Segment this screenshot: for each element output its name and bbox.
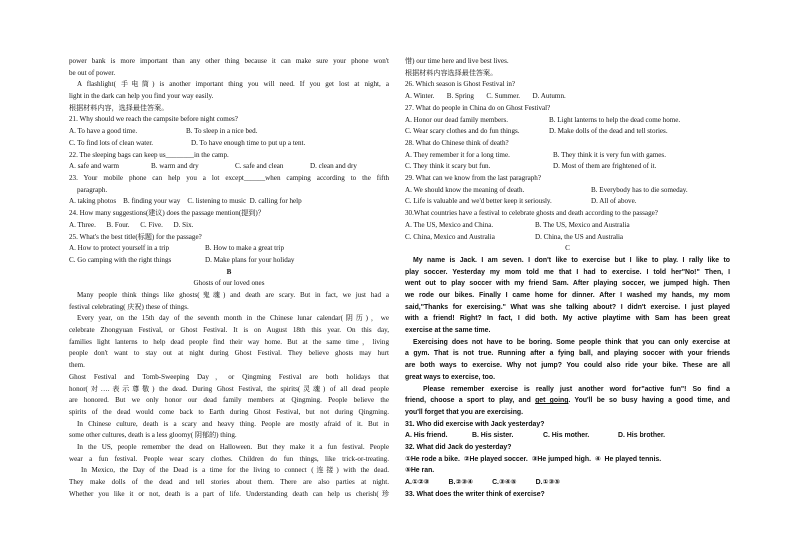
- option: C. safe and clean: [235, 162, 284, 171]
- question-22: 22. The sleeping bags can keep us________in the camp.: [69, 150, 229, 159]
- text-line: be out of power.: [69, 68, 116, 77]
- option: D. China, the US and Australia: [535, 232, 624, 241]
- option: D. Make plans for your holiday: [205, 255, 295, 264]
- text-line: great ways to exercise, too.: [405, 373, 495, 381]
- question-29: 29. What can we know from the last paragraph?: [405, 174, 541, 183]
- instruction: 根据材料内容，选择最佳答案。: [69, 103, 169, 112]
- text-line: exercise at the same time.: [405, 327, 491, 335]
- text-line: are both ways to exercise. Why not jump? You could also ride your bike. These are all: [405, 362, 730, 370]
- text-line: In Chinese culture, death is a scary and heavy thing. People are mostly afraid of it. But in: [77, 419, 389, 428]
- text-line: we rode our bikes. Finally I came home for dinner. After I washed my hands, my mom: [405, 292, 730, 300]
- question-31: 31. Who did exercise with Jack yesterday?: [405, 420, 545, 428]
- text-line: with a friend! Right? In fact, I did both. My active playtime with Sam has been great: [405, 315, 730, 323]
- question-23: 23. Your mobile phone can help you a lot except______when camping according to the fifth: [69, 174, 389, 182]
- text-line: people don't want to stay out at night during Ghost Festival. They believe ghosts may hurt: [69, 349, 389, 358]
- text-line: them.: [69, 361, 85, 370]
- text-span: friend, choose a sport to play, and: [405, 397, 536, 405]
- text-line: Many people think things like ghosts(鬼魂) and death are scary. But in fact, we just had a: [77, 291, 389, 300]
- option: A. They remember it for a long time.: [405, 150, 510, 159]
- text-line: celebrate Zhongyuan Festival, or Ghost Festival. It is on August 18th this year. On this day,: [69, 326, 389, 335]
- text-line: Ghost Festival and Tomb-Sweeping Day，or Qingming Festival are both holidays that: [69, 372, 389, 381]
- text-line: some other cultures, death is a less gloomy( 阴郁的) thing.: [69, 431, 237, 440]
- option: A. How to protect yourself in a trip: [69, 244, 170, 253]
- question-25: 25. What's the best title(标题) for the passage?: [69, 232, 202, 241]
- instruction: 根据材料内容选择最佳答案。: [405, 68, 498, 77]
- question-33: 33. What does the writer think of exercise?: [405, 490, 545, 498]
- right-column: [405, 56, 730, 501]
- option: C. His mother.: [543, 432, 590, 440]
- option: B. The US, Mexico and Australia: [535, 220, 630, 229]
- text-line: [405, 395, 730, 407]
- text-span: . You'll be so busy having a good time, and: [568, 397, 730, 405]
- statement-list: ⑤He ran.: [405, 467, 435, 475]
- text-line: wear a fun festival. People wear scary clothes. Children do fun things, like trick-or-treating.: [69, 454, 389, 463]
- section-heading: C: [565, 244, 570, 253]
- option: D. His brother.: [618, 432, 666, 440]
- text-line: My name is Jack. I am seven. I don't like to exercise but I like to play. I rally like to: [413, 256, 730, 264]
- question-30: 30.What countries have a festival to celebrate ghosts and death according to the passage?: [405, 209, 658, 218]
- option: C. Life is valuable and we'd better keep it seriously.: [405, 197, 552, 206]
- option: A. safe and warm: [69, 162, 120, 171]
- text-line: spirits of the dead would come back to Earth during Ghost Festival, but not during Qingming.: [69, 407, 389, 416]
- question-21: 21. Why should we reach the campsite before night comes?: [69, 115, 238, 124]
- text-line: a gym. That is not true. Running after a fying ball, and playing soccer with your friends: [405, 350, 730, 358]
- question-27: 27. What do people in China do on Ghost Festival?: [405, 103, 551, 112]
- text-line: said,"Thanks for exercising." What was she talking about? I didn't exercise. I just played: [405, 303, 730, 311]
- text-line: paragraph.: [77, 185, 108, 194]
- left-column: [69, 56, 389, 500]
- text-line: honor(对….表示尊敬) the dead. During Ghost Festival, the spirits(灵魂) of all dead people: [69, 384, 389, 393]
- option: A. His friend.: [405, 432, 448, 440]
- text-line: A flashlight( 手电筒) is another important thing you will need. If you get lost at night, a: [77, 80, 389, 89]
- text-line: festival celebrating( 庆祝) these of things.: [69, 302, 189, 311]
- option: B. To sleep in a nice bed.: [186, 127, 258, 136]
- text-line: In the US, people remember the dead on Halloween. But they make it a fun festival. People: [77, 443, 389, 451]
- option: B. His sister.: [472, 432, 514, 440]
- text-line: Exercising does not have to be boring. Some people think that you can only exercise at: [413, 338, 730, 346]
- option: A. The US, Mexico and China.: [405, 220, 494, 229]
- option: A. We should know the meaning of death.: [405, 185, 525, 194]
- passage-title: Ghosts of our loved ones: [193, 279, 265, 288]
- options: A. Winter. B. Spring C. Summer. D. Autumn.: [405, 92, 566, 101]
- option: A. Honor our dead family members.: [405, 115, 509, 124]
- option: C. Wear scary clothes and do fun things.: [405, 127, 520, 136]
- option: A. To have a good time.: [69, 127, 138, 136]
- text-line: play soccer. Yesterday my mom told me that I had to exercise. I told her"No!" Then, I: [405, 268, 730, 276]
- option: D. clean and dry: [310, 162, 357, 171]
- option: B. How to make a great trip: [205, 244, 284, 253]
- options: A.①②③ B.②③④ C.③④⑤ D.①③⑤: [405, 479, 561, 487]
- text-line: families light lanterns to help dead people find their way home. But at the same time，living: [69, 337, 389, 346]
- question-32: 32. What did Jack do yesterday?: [405, 444, 512, 452]
- options: A. Three. B. Four. C. Five. D. Six.: [69, 220, 194, 229]
- option: D. To have enough time to put up a tent.: [191, 138, 306, 147]
- question-24: 24. How many suggestions(建议) does the passage mention(提到)？: [69, 209, 265, 218]
- text-line: Please remember exercise is really just another word for"active fun"! So find a: [423, 385, 730, 393]
- text-line: you'll forget that you are exercising.: [405, 408, 524, 416]
- options: A. taking photos B. finding your way C. listening to music D. calling for help: [69, 197, 302, 206]
- text-line: Whether you like it or not, death is a part of life. Understanding death can help us cherish(珍: [69, 489, 389, 498]
- option: C. Go camping with the right things: [69, 255, 172, 264]
- option: B. Everybody has to die someday.: [591, 185, 688, 194]
- option: C. China, Mexico and Australia: [405, 232, 495, 241]
- text-line: Every year, on the 15th day of the seventh month in the Chinese lunar calendar(阴历)，we: [77, 314, 389, 323]
- option: D. All of above.: [591, 197, 637, 206]
- text-line: 惜) our time here and live best lives.: [405, 57, 509, 65]
- option: C. To find lots of clean water.: [69, 138, 154, 147]
- statement-list: ①He rode a bike. ②He played soccer. ③He jumped high. ④ He played tennis.: [405, 455, 662, 463]
- underlined-phrase: get going: [535, 397, 569, 405]
- text-line: are honored. But we only honor our dead family members at Qingming. People believe the: [69, 396, 389, 405]
- option: B. warm and dry: [151, 162, 199, 171]
- text-line: light in the dark can help you find your way easily.: [69, 92, 214, 101]
- option: D. Most of them are frightened of it.: [553, 162, 657, 171]
- question-28: 28. What do Chinese think of death?: [405, 138, 509, 147]
- question-26: 26. Which season is Ghost Festival in?: [405, 80, 516, 89]
- text-line: went out to play soccer with my friend Sam. After playing soccer, we jumped high. Then: [405, 280, 730, 288]
- section-heading: B: [226, 267, 232, 276]
- option: B. They think it is very fun with games.: [553, 150, 666, 159]
- option: C. They think it scary but fun.: [405, 162, 491, 171]
- text-line: power bank is more important than any other thing because it can make sure your phone won't: [69, 57, 389, 65]
- option: D. Make dolls of the dead and tell stories.: [549, 127, 668, 136]
- text-line: They make dolls of the dead and tell stories about them. There are also parties at night.: [69, 478, 389, 487]
- option: B. Light lanterns to help the dead come home.: [549, 115, 681, 124]
- text-line: In Mexico, the Day of the Dead is a time for the living to connect (连接) with the dead.: [81, 466, 389, 475]
